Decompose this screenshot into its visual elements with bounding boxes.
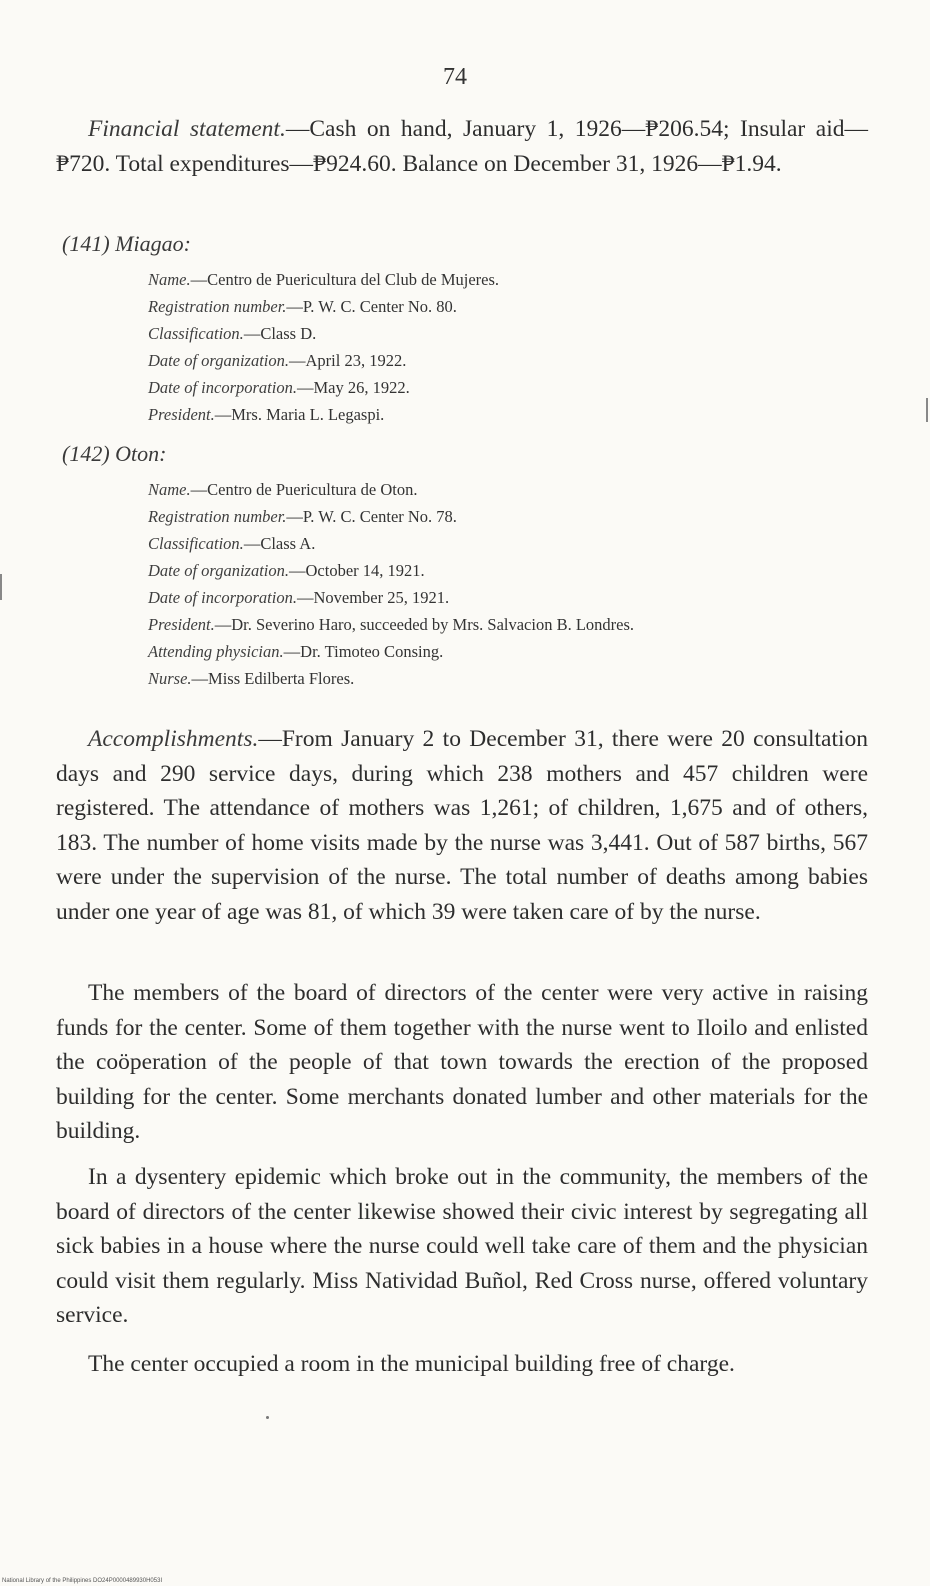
- entry-date-of-organization: Date of organization.—April 23, 1922.: [148, 351, 407, 370]
- ink-speck: [266, 1416, 269, 1419]
- section-142-title: Oton:: [115, 441, 167, 466]
- entry-attending-physician: Attending physician.—Dr. Timoteo Consing.: [148, 642, 444, 661]
- footer-credit: National Library of the Philippines DO24P0000489930H053I: [2, 1578, 163, 1584]
- entry-president: President.—Mrs. Maria L. Legaspi.: [148, 405, 385, 424]
- entry-president: President.—Dr. Severino Haro, succeeded by Mrs. Salvacion B. Londres.: [148, 615, 635, 634]
- right-edge-mark: [926, 398, 928, 422]
- financial-statement-text: —Cash on hand, January 1, 1926—₱206.54; Insular aid—₱720. Total expenditures—₱924.60. Balance on December 31, 1926—₱1.94.: [56, 116, 869, 177]
- entry-name: Name.—Centro de Puericultura de Oton.: [148, 480, 418, 499]
- section-141-title: Miagao:: [115, 231, 191, 256]
- entry-classification: Classification.—Class D.: [148, 324, 317, 343]
- accomplishments-label: Accomplishments.: [88, 726, 259, 752]
- entry-name: Name.—Centro de Puericultura del Club de Mujeres.: [148, 270, 500, 289]
- section-142-heading: [62, 441, 166, 467]
- entry-registration-number: Registration number.—P. W. C. Center No. 80.: [148, 297, 457, 316]
- room-paragraph: The center occupied a room in the municipal building free of charge.: [88, 1351, 735, 1377]
- epidemic-paragraph: In a dysentery epidemic which broke out in the community, the members of the board of directors of the center likewise showed their civic interest by segregating all sick babies in a house where the nurse could well take care of them and the physician could visit them regularly. Miss Natividad Buñol, Red Cross nurse, offered voluntary service.: [56, 1164, 868, 1328]
- accomplishments-paragraph: [56, 722, 868, 929]
- entry-classification: Classification.—Class A.: [148, 534, 316, 553]
- board-paragraph: The members of the board of directors of the center were very active in raising funds for the center. Some of them together with the nurse went to Iloilo and enlisted the coöperation of the people of that town towards the erection of the proposed building for the center. Some merchants donated lumber and other materials for the building.: [56, 980, 868, 1144]
- accomplishments-text: —From January 2 to December 31, there were 20 consultation days and 290 service days, during which 238 mothers and 457 children were registered. The attendance of mothers was 1,261; of children, 1,675 and of others, 183. The number of home visits made by the nurse was 3,441. Out of 587 births, 567 were under the supervision of the nurse. The total number of deaths among babies under one year of age was 81, of which 39 were taken care of by the nurse.: [56, 726, 868, 925]
- entry-date-of-incorporation: Date of incorporation.—November 25, 1921.: [148, 588, 450, 607]
- section-141-heading: [62, 231, 191, 257]
- section-142-entries: [148, 476, 870, 692]
- entry-date-of-organization: Date of organization.—October 14, 1921.: [148, 561, 425, 580]
- section-142-number: (142): [62, 441, 110, 466]
- entry-nurse: Nurse.—Miss Edilberta Flores.: [148, 669, 355, 688]
- section-141-entries: [148, 266, 870, 428]
- entry-registration-number: Registration number.—P. W. C. Center No. 78.: [148, 507, 457, 526]
- financial-statement-label: Financial statement.: [88, 116, 286, 142]
- entry-date-of-incorporation: Date of incorporation.—May 26, 1922.: [148, 378, 410, 397]
- financial-statement: [56, 112, 868, 181]
- section-141-number: (141): [62, 231, 110, 256]
- page-number: 74: [443, 64, 467, 90]
- left-edge-mark: [0, 574, 2, 600]
